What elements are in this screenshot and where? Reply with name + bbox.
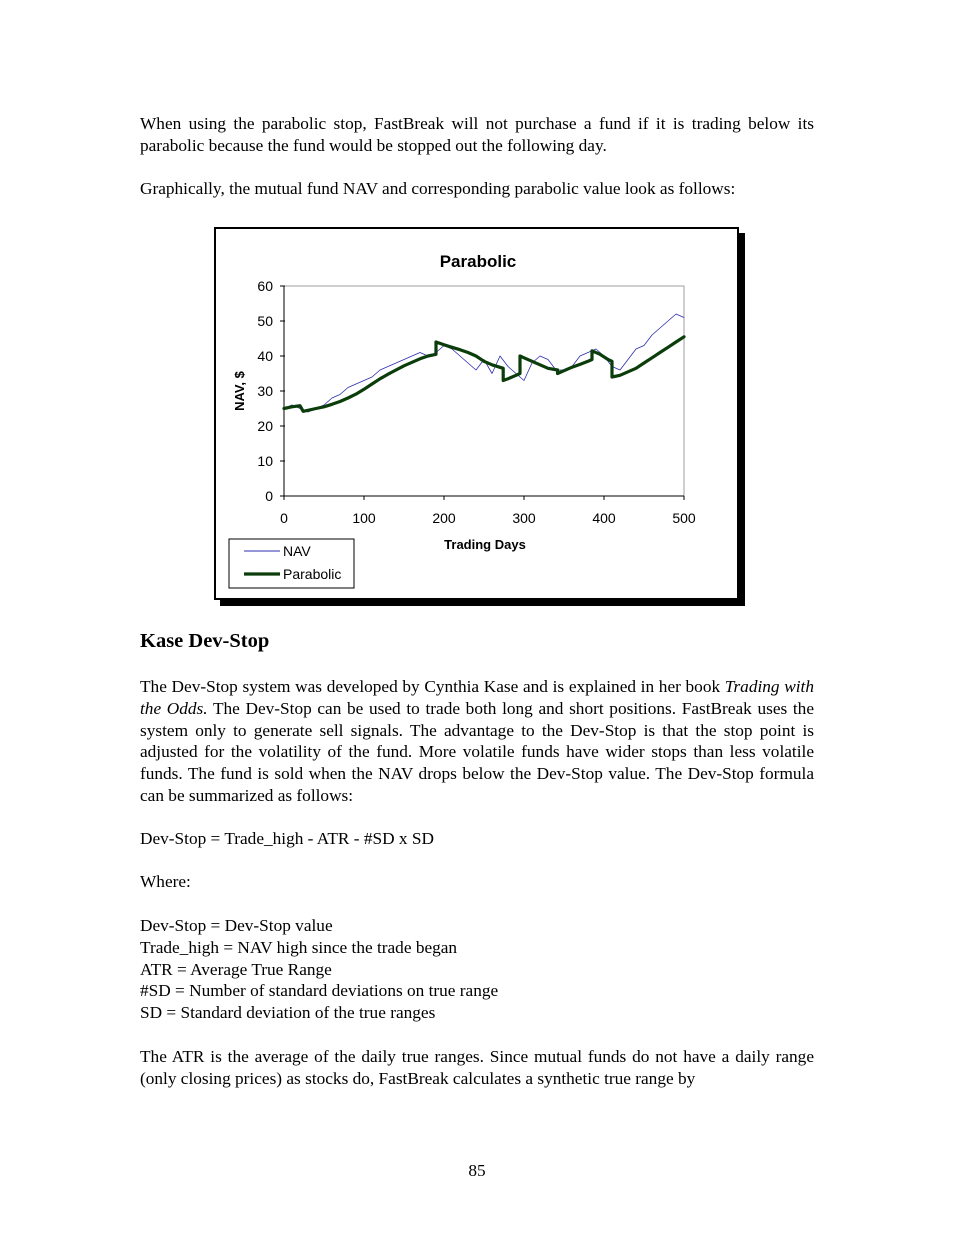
devstop-formula: Dev-Stop = Trade_high - ATR - #SD x SD [140,829,434,848]
page-number: 85 [468,1161,486,1180]
y-tick-label: 10 [257,453,273,469]
y-tick-label: 20 [257,418,273,434]
x-axis-label: Trading Days [444,537,526,552]
chart-title: Parabolic [439,252,517,271]
devstop-text-part2: The Dev-Stop can be used to trade both long and short positions. FastBreak uses the system only to generate sell signals. The advantage to the Dev-Stop is that the stop point is adjusted for the volatility of the fund. More volatile funds have wider stops than less volatile funds. The fund is sold when the NAV drops below the Dev-Stop value. The Dev-Stop formula can be summarized as follows: [140,698,814,805]
x-tick-label: 0 [280,510,288,526]
y-tick-label: 40 [257,348,273,364]
series-line-parabolic [284,337,684,412]
x-tick-label: 100 [352,510,376,526]
x-tick-label: 300 [512,510,536,526]
x-axis-ticks [280,496,696,526]
y-tick-label: 30 [257,383,273,399]
definition-item: SD = Standard deviation of the true ranges [140,1003,436,1023]
where-label: Where: [140,872,191,891]
y-tick-label: 60 [257,278,273,294]
x-tick-label: 500 [672,510,696,526]
section-heading: Kase Dev-Stop [140,630,270,652]
intro-paragraph-2: Graphically, the mutual fund NAV and corresponding parabolic value look as follows: [140,179,736,198]
y-axis-ticks [257,278,285,504]
series-layer [284,314,684,412]
definition-item: #SD = Number of standard deviations on true range [140,981,499,1001]
definition-item: Trade_high = NAV high since the trade began [140,937,458,957]
y-tick-label: 50 [257,313,273,329]
x-tick-label: 400 [592,510,616,526]
y-tick-label: 0 [265,488,273,504]
legend-label-parabolic: Parabolic [283,566,342,582]
definition-item: ATR = Average True Range [140,959,332,979]
legend [229,539,354,588]
parabolic-chart [216,229,737,598]
legend-label-nav: NAV [283,543,311,559]
definitions-list [140,915,498,1024]
definition-item: Dev-Stop = Dev-Stop value [140,916,333,935]
intro-paragraph-1: When using the parabolic stop, FastBreak will not purchase a fund if it is trading below its parabolic because the fund would be stopped out the following day. [140,114,814,155]
atr-paragraph: The ATR is the average of the daily true ranges. Since mutual funds do not have a daily range (only closing prices) as stocks do, FastBreak calculates a synthetic true range by [140,1047,814,1088]
devstop-paragraph [140,676,814,807]
book-title: Trading with the Odds. [140,677,814,718]
y-axis-label: NAV, $ [232,371,247,411]
x-tick-label: 200 [432,510,456,526]
devstop-text-part1: The Dev-Stop system was developed by Cynthia Kase and is explained in her book [140,677,725,696]
parabolic-chart-figure [214,227,739,600]
